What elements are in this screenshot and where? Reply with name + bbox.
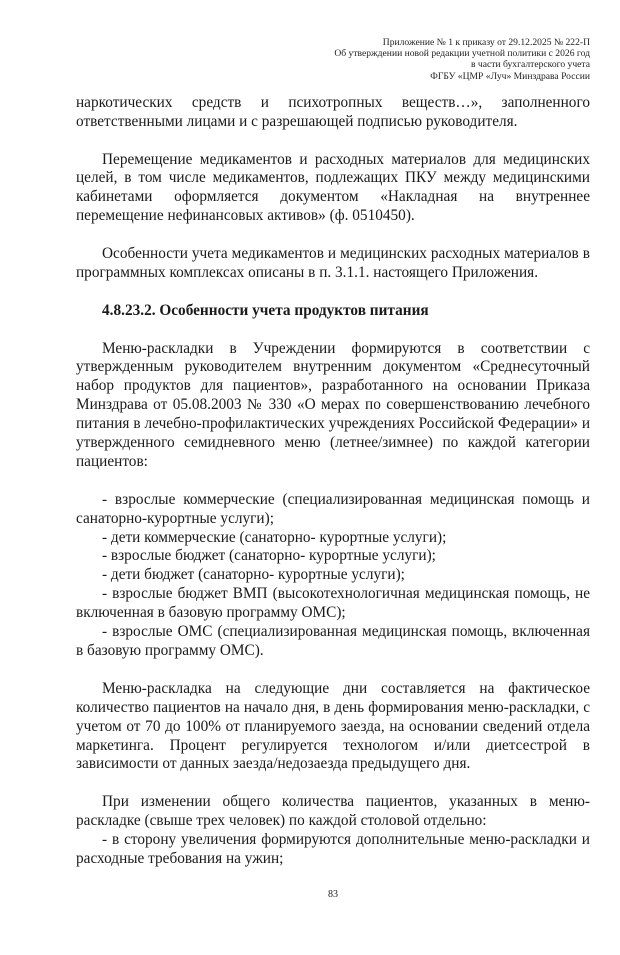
paragraph-menu-layouts: Меню-раскладки в Учреждении формируются в соответствии с утвержденным руководителем внутренним документом «Среднесуточный набор продуктов для пациентов», разработанного на основании Приказа Минздрава от 05.08.2003 № 330 «О мерах по совершенствованию лечебного питания в лечебно-профилактических учреждениях Российской Федерации» и утвержденного семидневного меню (летнее/зимнее) по каждой категории пациентов: xyxy=(76,339,590,470)
patient-categories-list xyxy=(76,491,590,661)
paragraph-menu-next-days: Меню-раскладка на следующие дни составляется на фактическое количество пациентов на начало дня, в день формирования меню-раскладки, с учетом от 70 до 100% от планируемого заезда, на основании сведений отдела маркетинга. Процент регулируется технологом и/или диетсестрой в зависимости от данных заезда/недозаезда предыдущего дня. xyxy=(76,679,590,773)
paragraph-patient-count-change: При изменении общего количества пациентов, указанных в меню-раскладке (свыше трех человек) по каждой столовой отдельно: xyxy=(76,793,590,830)
list-item: - дети коммерческие (санаторно- курортные услуги); xyxy=(102,528,447,546)
header-line-order: Приложение № 1 к приказу от 29.12.2025 № 222-П xyxy=(382,37,590,48)
list-item: - взрослые бюджет ВМП (высокотехнологичная медицинская помощь, не включенная в базовую программу ОМС); xyxy=(76,585,590,622)
page-number: 83 xyxy=(328,888,338,900)
list-item: - взрослые коммерческие (специализированная медицинская помощь и санаторно-курортные услуги); xyxy=(76,490,590,527)
header-line-organization: ФГБУ «ЦМР «Луч» Минздрава России xyxy=(430,70,590,82)
paragraph-software-accounting: Особенности учета медикаментов и медицинских расходных материалов в программных комплексах описаны в п. 3.1.1. настоящего Приложения. xyxy=(76,245,590,281)
paragraph-continuation: наркотических средств и психотропных веществ…», заполненного ответственными лицами и с разрешающей подписью руководителя. xyxy=(76,93,590,130)
document-body xyxy=(76,94,590,869)
list-item: - в сторону увеличения формируются дополнительные меню-раскладки и расходные требования на ужин; xyxy=(76,831,590,867)
paragraph-medication-transfer: Перемещение медикаментов и расходных материалов для медицинских целей, в том числе медикаментов, подлежащих ПКУ между медицинскими кабинетами оформляется документом «Накладная на внутреннее перемещение нефинансовых активов» (ф. 0510450). xyxy=(76,150,590,225)
header-line-scope: в части бухгалтерского учета xyxy=(471,59,590,71)
list-item: - дети бюджет (санаторно- курортные услуги); xyxy=(102,566,405,584)
page-spacer xyxy=(76,869,590,889)
page-header xyxy=(334,37,590,82)
list-item: - взрослые бюджет (санаторно- курортные услуги); xyxy=(102,547,436,565)
section-heading: 4.8.23.2. Особенности учета продуктов питания xyxy=(102,301,429,319)
header-line-title: Об утверждении новой редакции учетной политики с 2026 год xyxy=(334,48,590,60)
list-item: - взрослые ОМС (специализированная медицинская помощь, включенная в базовую программу ОМС). xyxy=(76,623,590,660)
